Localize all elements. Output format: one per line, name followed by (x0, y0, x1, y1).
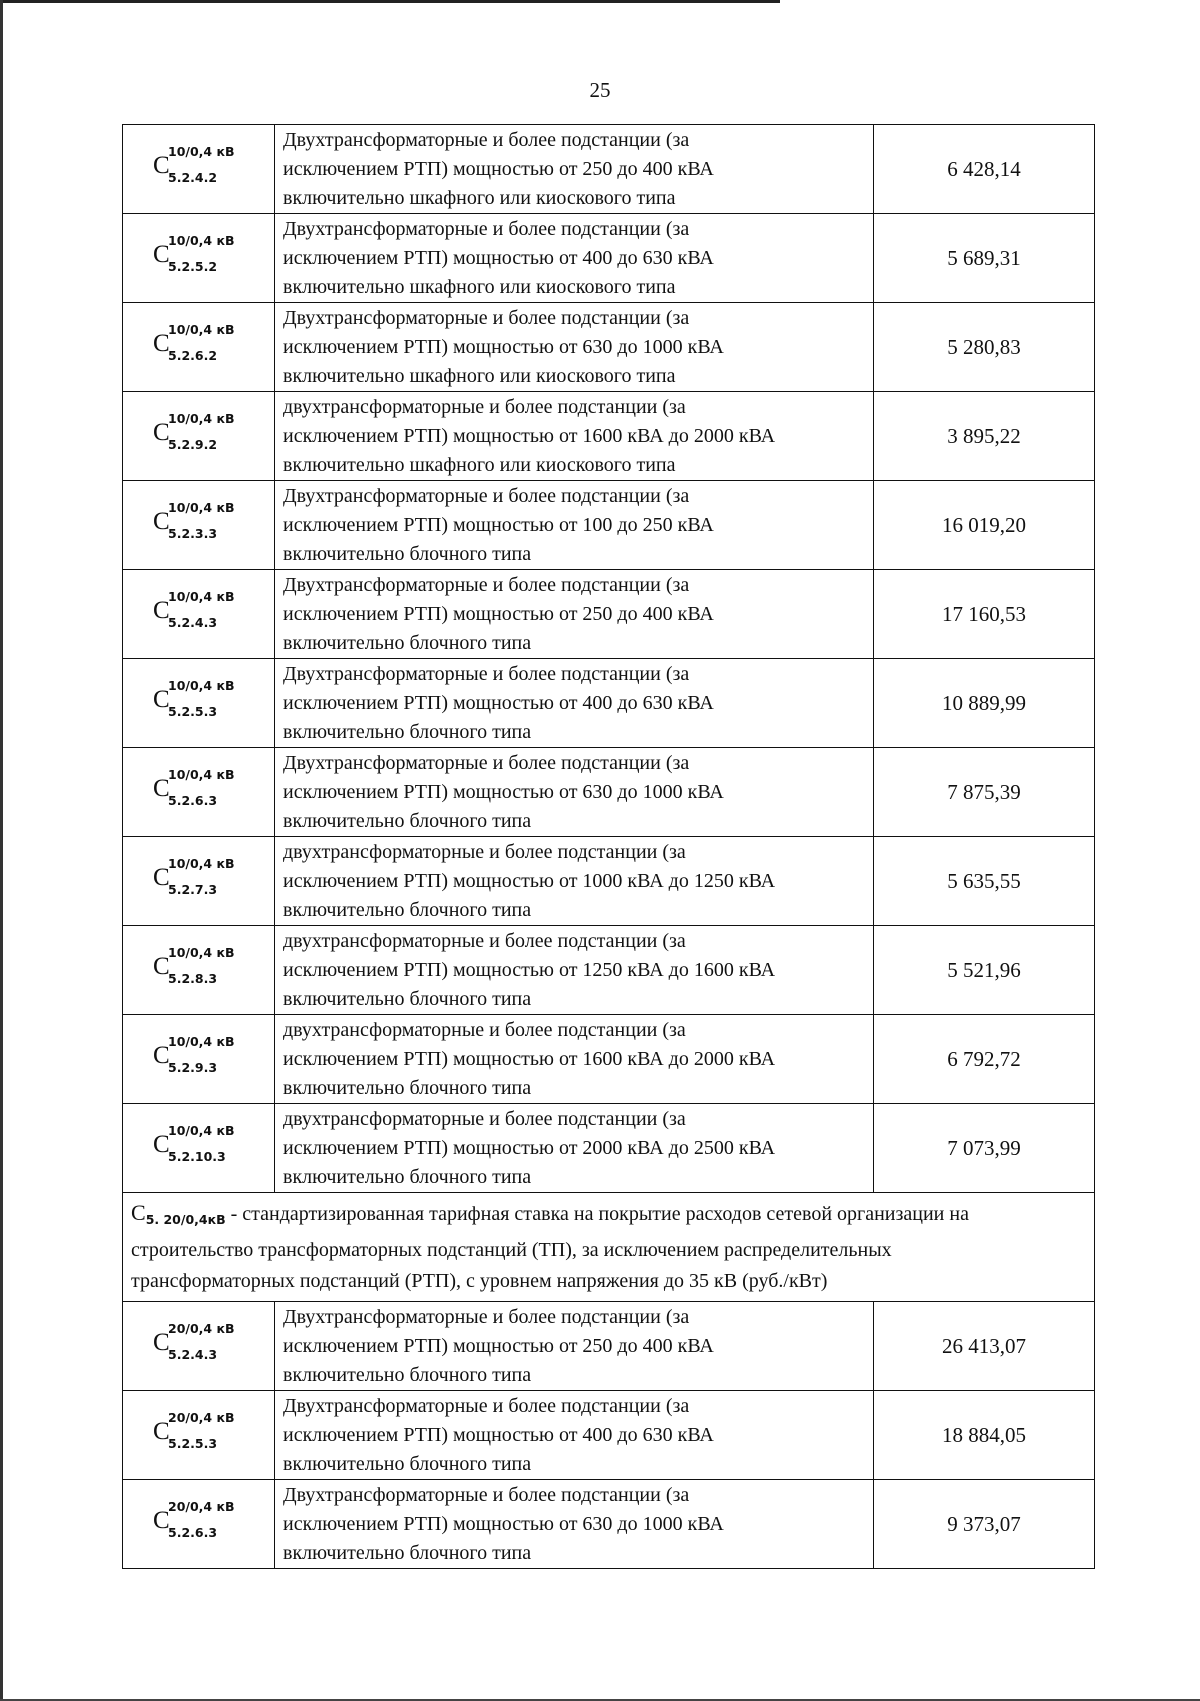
description-cell (275, 926, 874, 1015)
rate-code-cell (123, 659, 275, 748)
section-text-3: трансформаторных подстанций (РТП), с уровнем напряжения до 35 кВ (руб./кВт) (131, 1270, 828, 1292)
rate-value: 10 889,99 (874, 659, 1095, 748)
description-line: исключением РТП) мощностью от 630 до 1000 кВА (283, 335, 724, 358)
rate-code-index: 5.2.4.2 (168, 169, 218, 185)
description-cell (275, 214, 874, 303)
description-line: Двухтрансформаторные и более подстанции (за (283, 306, 690, 329)
rate-value: 9 373,07 (874, 1480, 1095, 1569)
tariff-table-body-1 (123, 125, 1095, 1193)
rate-value: 3 895,22 (874, 392, 1095, 481)
rate-code-index: 5.2.10.3 (168, 1148, 226, 1164)
rate-code-index: 5.2.5.2 (168, 258, 218, 274)
rate-code-index: 5.2.6.2 (168, 347, 218, 363)
rate-value: 18 884,05 (874, 1391, 1095, 1480)
rate-code (153, 856, 273, 902)
section-header-body (123, 1193, 1095, 1302)
rate-code-index: 5.2.9.3 (168, 1059, 218, 1075)
rate-code-cell (123, 1104, 275, 1193)
rate-code-voltage: 20/0,4 кВ (168, 1409, 235, 1425)
rate-code-cell (123, 392, 275, 481)
rate-code-cell (123, 1302, 275, 1391)
rate-code-index: 5.2.9.2 (168, 436, 218, 452)
table-row (123, 659, 1095, 748)
rate-value: 6 792,72 (874, 1015, 1095, 1104)
description-cell (275, 1391, 874, 1480)
description-line: исключением РТП) мощностью от 250 до 400 кВА (283, 1334, 714, 1357)
table-row (123, 926, 1095, 1015)
rate-code-index: 5.2.5.3 (168, 1435, 218, 1451)
rate-code (153, 144, 273, 190)
description-line: двухтрансформаторные и более подстанции (за (283, 395, 686, 418)
rate-code-voltage: 10/0,4 кВ (168, 410, 235, 426)
rate-code-letter: C (153, 774, 170, 802)
rate-code-letter: C (153, 151, 170, 179)
description-line: двухтрансформаторные и более подстанции (за (283, 1018, 686, 1041)
description-line: исключением РТП) мощностью от 630 до 1000 кВА (283, 780, 724, 803)
tariff-table (122, 124, 1095, 1569)
rate-code-index: 5.2.8.3 (168, 970, 218, 986)
rate-value: 7 875,39 (874, 748, 1095, 837)
rate-code-index: 5.2.3.3 (168, 525, 218, 541)
rate-code-voltage: 20/0,4 кВ (168, 1320, 235, 1336)
description-cell (275, 1302, 874, 1391)
rate-value: 26 413,07 (874, 1302, 1095, 1391)
description-line: включительно блочного типа (283, 1541, 532, 1564)
rate-code-cell (123, 125, 275, 214)
description-line: исключением РТП) мощностью от 630 до 1000 кВА (283, 1512, 724, 1535)
description-cell (275, 481, 874, 570)
rate-code-letter: C (153, 1041, 170, 1069)
rate-code-cell (123, 1391, 275, 1480)
rate-code (153, 233, 273, 279)
description-line: включительно блочного типа (283, 1165, 532, 1188)
rate-code-index: 5.2.7.3 (168, 881, 218, 897)
description-line: Двухтрансформаторные и более подстанции (за (283, 1394, 690, 1417)
description-cell (275, 303, 874, 392)
description-line: исключением РТП) мощностью от 400 до 630 кВА (283, 246, 714, 269)
description-line: Двухтрансформаторные и более подстанции (за (283, 484, 690, 507)
description-line: включительно шкафного или киоскового типа (283, 453, 676, 476)
description-line: исключением РТП) мощностью от 1600 кВА до 2000 кВА (283, 1047, 776, 1070)
description-line: исключением РТП) мощностью от 1250 кВА до 1600 кВА (283, 958, 776, 981)
rate-value: 5 521,96 (874, 926, 1095, 1015)
rate-code-cell (123, 1480, 275, 1569)
rate-code-voltage: 10/0,4 кВ (168, 232, 235, 248)
description-line: Двухтрансформаторные и более подстанции (за (283, 217, 690, 240)
table-row (123, 481, 1095, 570)
rate-code-voltage: 10/0,4 кВ (168, 855, 235, 871)
description-cell (275, 1015, 874, 1104)
page-number: 25 (589, 78, 611, 102)
rate-value: 5 280,83 (874, 303, 1095, 392)
rate-code (153, 322, 273, 368)
rate-code-voltage: 10/0,4 кВ (168, 143, 235, 159)
rate-value: 5 689,31 (874, 214, 1095, 303)
table-row (123, 1104, 1095, 1193)
rate-code (153, 678, 273, 724)
section-header (123, 1193, 1095, 1302)
table-row (123, 1015, 1095, 1104)
rate-code-voltage: 10/0,4 кВ (168, 766, 235, 782)
section-subscript: 5. 20/0,4кВ (145, 1212, 226, 1227)
table-row (123, 1391, 1095, 1480)
description-cell (275, 659, 874, 748)
rate-code (153, 945, 273, 991)
description-line: исключением РТП) мощностью от 250 до 400 кВА (283, 602, 714, 625)
description-line: исключением РТП) мощностью от 100 до 250 кВА (283, 513, 714, 536)
description-line: включительно блочного типа (283, 898, 532, 921)
description-cell (275, 1480, 874, 1569)
rate-code-voltage: 10/0,4 кВ (168, 499, 235, 515)
description-line: Двухтрансформаторные и более подстанции (за (283, 662, 690, 685)
description-line: Двухтрансформаторные и более подстанции (за (283, 573, 690, 596)
rate-code-letter: C (153, 1130, 170, 1158)
section-line-1 (131, 1197, 1086, 1235)
rate-code (153, 1034, 273, 1080)
rate-code-cell (123, 837, 275, 926)
description-cell (275, 125, 874, 214)
description-cell (275, 837, 874, 926)
rate-code-letter: C (153, 329, 170, 357)
description-line: исключением РТП) мощностью от 250 до 400 кВА (283, 157, 714, 180)
description-line: двухтрансформаторные и более подстанции (за (283, 840, 686, 863)
rate-value: 16 019,20 (874, 481, 1095, 570)
rate-code-voltage: 10/0,4 кВ (168, 1122, 235, 1138)
description-line: Двухтрансформаторные и более подстанции (за (283, 751, 690, 774)
rate-code-letter: C (153, 418, 170, 446)
rate-code-voltage: 10/0,4 кВ (168, 588, 235, 604)
section-header-row (123, 1193, 1095, 1302)
section-text-1: - стандартизированная тарифная ставка на покрытие расходов сетевой организации на (225, 1203, 969, 1225)
description-line: исключением РТП) мощностью от 400 до 630 кВА (283, 1423, 714, 1446)
rate-code-cell (123, 214, 275, 303)
description-line: включительно блочного типа (283, 542, 532, 565)
rate-code-cell (123, 1015, 275, 1104)
description-line: включительно блочного типа (283, 809, 532, 832)
rate-code (153, 767, 273, 813)
section-symbol: C (131, 1200, 146, 1225)
rate-code (153, 1410, 273, 1456)
rate-code-voltage: 10/0,4 кВ (168, 944, 235, 960)
description-line: исключением РТП) мощностью от 1000 кВА до 1250 кВА (283, 869, 776, 892)
table-row (123, 748, 1095, 837)
rate-code (153, 411, 273, 457)
description-line: двухтрансформаторные и более подстанции (за (283, 1107, 686, 1130)
description-line: исключением РТП) мощностью от 2000 кВА до 2500 кВА (283, 1136, 776, 1159)
description-line: включительно блочного типа (283, 720, 532, 743)
table-row (123, 570, 1095, 659)
rate-code-cell (123, 748, 275, 837)
description-line: включительно блочного типа (283, 1452, 532, 1475)
rate-code-index: 5.2.6.3 (168, 792, 218, 808)
table-row (123, 303, 1095, 392)
tariff-table-body-2 (123, 1302, 1095, 1569)
table-row (123, 214, 1095, 303)
description-line: включительно блочного типа (283, 987, 532, 1010)
rate-code-voltage: 10/0,4 кВ (168, 677, 235, 693)
description-line: включительно шкафного или киоскового типа (283, 275, 676, 298)
rate-code-letter: C (153, 952, 170, 980)
rate-code (153, 1123, 273, 1169)
rate-code-voltage: 20/0,4 кВ (168, 1498, 235, 1514)
description-line: включительно шкафного или киоскового типа (283, 364, 676, 387)
description-cell (275, 570, 874, 659)
rate-code (153, 589, 273, 635)
scan-edge-top (0, 0, 780, 3)
rate-code-index: 5.2.6.3 (168, 1524, 218, 1540)
description-line: включительно блочного типа (283, 1076, 532, 1099)
rate-value: 7 073,99 (874, 1104, 1095, 1193)
description-cell (275, 392, 874, 481)
description-line: Двухтрансформаторные и более подстанции (за (283, 1305, 690, 1328)
rate-code-letter: C (153, 1506, 170, 1534)
scan-edge-left (0, 0, 3, 1701)
rate-code-letter: C (153, 1328, 170, 1356)
rate-code-index: 5.2.4.3 (168, 614, 218, 630)
rate-code-cell (123, 926, 275, 1015)
table-row (123, 1480, 1095, 1569)
table-row (123, 1302, 1095, 1391)
rate-code-letter: C (153, 1417, 170, 1445)
rate-code-cell (123, 570, 275, 659)
rate-code-letter: C (153, 240, 170, 268)
rate-code (153, 1321, 273, 1367)
description-line: Двухтрансформаторные и более подстанции (за (283, 1483, 690, 1506)
description-line: включительно шкафного или киоскового типа (283, 186, 676, 209)
description-cell (275, 748, 874, 837)
description-line: исключением РТП) мощностью от 1600 кВА до 2000 кВА (283, 424, 776, 447)
section-text-2: строительство трансформаторных подстанций (ТП), за исключением распределительных (131, 1239, 892, 1261)
description-cell (275, 1104, 874, 1193)
rate-code-letter: C (153, 596, 170, 624)
rate-code-index: 5.2.5.3 (168, 703, 218, 719)
rate-code-letter: C (153, 863, 170, 891)
description-line: двухтрансформаторные и более подстанции (за (283, 929, 686, 952)
description-line: Двухтрансформаторные и более подстанции (за (283, 128, 690, 151)
description-line: исключением РТП) мощностью от 400 до 630 кВА (283, 691, 714, 714)
table-row (123, 392, 1095, 481)
rate-value: 5 635,55 (874, 837, 1095, 926)
rate-code-voltage: 10/0,4 кВ (168, 321, 235, 337)
rate-value: 17 160,53 (874, 570, 1095, 659)
rate-value: 6 428,14 (874, 125, 1095, 214)
rate-code-cell (123, 481, 275, 570)
description-line: включительно блочного типа (283, 1363, 532, 1386)
rate-code-index: 5.2.4.3 (168, 1346, 218, 1362)
table-row (123, 837, 1095, 926)
description-line: включительно блочного типа (283, 631, 532, 654)
rate-code-cell (123, 303, 275, 392)
rate-code-letter: C (153, 685, 170, 713)
rate-code (153, 1499, 273, 1545)
rate-code (153, 500, 273, 546)
rate-code-letter: C (153, 507, 170, 535)
table-row (123, 125, 1095, 214)
rate-code-voltage: 10/0,4 кВ (168, 1033, 235, 1049)
